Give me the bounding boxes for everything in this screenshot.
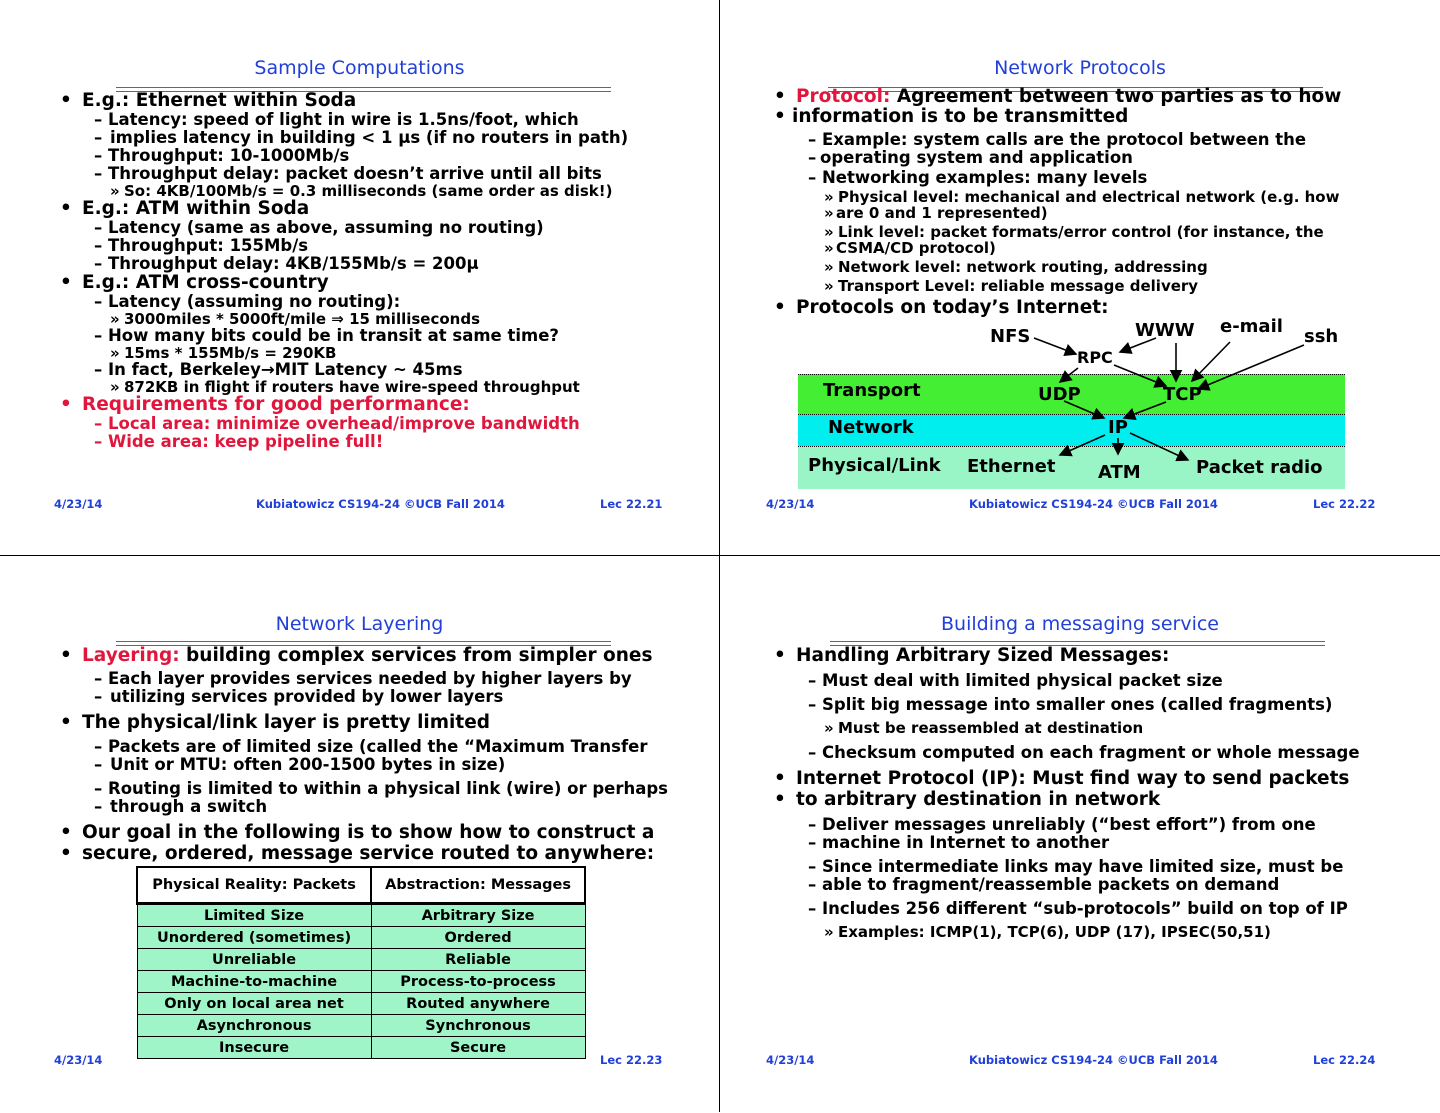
sub-bullet: – Checksum computed on each fragment or whole message	[774, 744, 1400, 762]
bullet: • E.g.: ATM within Soda	[60, 199, 679, 219]
sub-sub-bullet: » Transport Level: reliable message delivery	[774, 278, 1400, 294]
slide-title: Network Protocols	[994, 57, 1166, 79]
sub-bullet: – Must deal with limited physical packet size	[774, 672, 1400, 690]
footer-lecture: Lec 22.23	[600, 1053, 663, 1067]
footer-lecture: Lec 22.21	[600, 497, 663, 511]
table-cell: Arbitrary Size	[371, 904, 585, 927]
sub-sub-bullet: » Network level: network routing, addressing	[774, 259, 1400, 275]
table-row	[137, 971, 585, 993]
node-ip: IP	[1108, 417, 1128, 438]
sub-bullet: – How many bits could be in transit at same time?	[60, 327, 679, 345]
sub-bullet-red: – Wide area: keep pipeline full!	[60, 433, 679, 451]
layering-term: Layering:	[82, 645, 180, 666]
table-header: Physical Reality: Packets	[137, 867, 371, 904]
sub-bullet: – Example: system calls are the protocol between the	[774, 131, 1400, 149]
table-header: Abstraction: Messages	[371, 867, 585, 904]
sub-sub-bullet: » Examples: ICMP(1), TCP(6), UDP (17), IPSEC(50,51)	[774, 924, 1400, 940]
table-cell: Routed anywhere	[371, 993, 585, 1015]
node-www: WWW	[1135, 320, 1195, 341]
sub-bullet: – Latency (same as above, assuming no routing)	[60, 219, 679, 237]
sub-bullet-cont: – utilizing services provided by lower layers	[60, 688, 679, 706]
table-cell: Only on local area net	[137, 993, 371, 1015]
reality-abstraction-table	[136, 866, 586, 1059]
footer-date: 4/23/14	[54, 1053, 103, 1067]
sub-sub-bullet: » Link level: packet formats/error control (for instance, the	[774, 224, 1400, 240]
node-udp: UDP	[1038, 384, 1081, 405]
bullet: • The physical/link layer is pretty limited	[60, 712, 679, 734]
slide-body	[60, 91, 679, 451]
footer-course: Kubiatowicz CS194-24 ©UCB Fall 2014	[969, 1053, 1218, 1067]
sub-sub-bullet-cont: » CSMA/CD protocol)	[774, 240, 1400, 256]
sub-bullet: – Latency: speed of light in wire is 1.5ns/foot, which	[60, 111, 679, 129]
protocol-diagram	[720, 0, 1440, 556]
table-cell: Secure	[371, 1037, 585, 1059]
sub-bullet: – Throughput: 10-1000Mb/s	[60, 147, 679, 165]
footer-lecture: Lec 22.22	[1313, 497, 1376, 511]
sub-bullet: – Packets are of limited size (called the “Maximum Transfer	[60, 738, 679, 756]
footer-date: 4/23/14	[766, 1053, 815, 1067]
sub-bullet: – Networking examples: many levels	[774, 169, 1400, 187]
sub-bullet-red: – Local area: minimize overhead/improve bandwidth	[60, 415, 679, 433]
sub-sub-bullet: » Physical level: mechanical and electrical network (e.g. how	[774, 189, 1400, 205]
slide-title: Network Layering	[275, 613, 444, 635]
sub-sub-bullet-cont: » are 0 and 1 represented)	[774, 205, 1400, 221]
layer-label-physical: Physical/Link	[808, 455, 941, 476]
table-header-row	[137, 867, 585, 904]
footer-course: Kubiatowicz CS194-24 ©UCB Fall 2014	[256, 497, 505, 511]
node-nfs: NFS	[990, 326, 1031, 347]
sub-bullet: – Routing is limited to within a physical link (wire) or perhaps	[60, 780, 679, 798]
sub-bullet: – Since intermediate links may have limited size, must be	[774, 858, 1400, 876]
bullet-cont: • information is to be transmitted	[774, 107, 1400, 127]
footer-date: 4/23/14	[54, 497, 103, 511]
sub-bullet-cont: – able to fragment/reassemble packets on demand	[774, 876, 1400, 894]
table-cell: Unreliable	[137, 949, 371, 971]
table-row	[137, 993, 585, 1015]
slide-title: Building a messaging service	[941, 613, 1219, 635]
table-row	[137, 1037, 585, 1059]
slide-network-protocols	[720, 0, 1440, 556]
layering-def: building complex services from simpler ones	[186, 645, 653, 666]
footer-date: 4/23/14	[766, 497, 815, 511]
node-atm: ATM	[1098, 462, 1141, 483]
bullet: • E.g.: Ethernet within Soda	[60, 91, 679, 111]
sub-bullet-cont: – operating system and application	[774, 149, 1400, 167]
sub-bullet: – Throughput: 155Mb/s	[60, 237, 679, 255]
sub-bullet: – Deliver messages unreliably (“best effort”) from one	[774, 816, 1400, 834]
bullet: • Internet Protocol (IP): Must find way to send packets	[774, 768, 1400, 790]
sub-bullet-cont: – through a switch	[60, 798, 679, 816]
table-row	[137, 1015, 585, 1037]
node-ethernet: Ethernet	[967, 456, 1056, 477]
bullet-cont: • secure, ordered, message service routed to anywhere:	[60, 844, 679, 864]
table-cell: Asynchronous	[137, 1015, 371, 1037]
footer-course: Kubiatowicz CS194-24 ©UCB Fall 2014	[969, 497, 1218, 511]
table-row	[137, 904, 585, 927]
table-cell: Machine-to-machine	[137, 971, 371, 993]
sub-bullet: – Split big message into smaller ones (called fragments)	[774, 696, 1400, 714]
sub-bullet: – Each layer provides services needed by higher layers by	[60, 670, 679, 688]
table-row	[137, 949, 585, 971]
slide-body	[774, 645, 1400, 940]
bullet: • Handling Arbitrary Sized Messages:	[774, 645, 1400, 667]
sub-bullet: – Includes 256 different “sub-protocols” build on top of IP	[774, 900, 1400, 918]
sub-bullet-cont: – machine in Internet to another	[774, 834, 1400, 852]
sub-sub-bullet: » Must be reassembled at destination	[774, 720, 1400, 736]
bullet-cont: • to arbitrary destination in network	[774, 790, 1400, 810]
protocol-term: Protocol:	[796, 86, 891, 107]
bullet	[60, 645, 679, 667]
slide-building-messaging-service	[720, 556, 1440, 1112]
protocol-def: Agreement between two parties as to how	[896, 86, 1342, 107]
node-email: e-mail	[1220, 316, 1283, 337]
node-ssh: ssh	[1304, 326, 1339, 347]
sub-bullet-cont: – Unit or MTU: often 200-1500 bytes in size)	[60, 756, 679, 774]
slide-sample-computations	[0, 0, 720, 556]
sub-bullet-cont: – implies latency in building < 1 µs (if no routers in path)	[60, 129, 679, 147]
table-cell: Ordered	[371, 927, 585, 949]
sub-sub-bullet: » So: 4KB/100Mb/s = 0.3 milliseconds (same order as disk!)	[60, 183, 679, 199]
node-rpc: RPC	[1077, 348, 1113, 367]
table-cell: Limited Size	[137, 904, 371, 927]
layer-label-network: Network	[828, 417, 914, 438]
table-cell: Synchronous	[371, 1015, 585, 1037]
table-cell: Process-to-process	[371, 971, 585, 993]
bullet: • E.g.: ATM cross-country	[60, 273, 679, 293]
slide-body	[60, 645, 679, 864]
sub-bullet: – Throughput delay: packet doesn’t arrive until all bits	[60, 165, 679, 183]
bullet: • Our goal in the following is to show how to construct a	[60, 822, 679, 844]
slide-title: Sample Computations	[254, 57, 465, 79]
sub-bullet: – In fact, Berkeley→MIT Latency ~ 45ms	[60, 361, 679, 379]
footer-lecture: Lec 22.24	[1313, 1053, 1376, 1067]
layer-label-transport: Transport	[823, 380, 921, 401]
bullet: • Protocols on today’s Internet:	[774, 298, 1400, 318]
sub-sub-bullet: » 3000miles * 5000ft/mile ⇒ 15 milliseconds	[60, 311, 679, 327]
table-cell: Unordered (sometimes)	[137, 927, 371, 949]
sub-bullet: – Latency (assuming no routing):	[60, 293, 679, 311]
sub-sub-bullet: » 872KB in flight if routers have wire-speed throughput	[60, 379, 679, 395]
slide-network-layering	[0, 556, 720, 1112]
table-cell: Insecure	[137, 1037, 371, 1059]
node-tcp: TCP	[1163, 384, 1202, 405]
node-packet-radio: Packet radio	[1196, 457, 1323, 478]
table-cell: Reliable	[371, 949, 585, 971]
sub-sub-bullet: » 15ms * 155Mb/s = 290KB	[60, 345, 679, 361]
sub-bullet: – Throughput delay: 4KB/155Mb/s = 200µ	[60, 255, 679, 273]
bullet-red: • Requirements for good performance:	[60, 395, 679, 415]
table-row	[137, 927, 585, 949]
